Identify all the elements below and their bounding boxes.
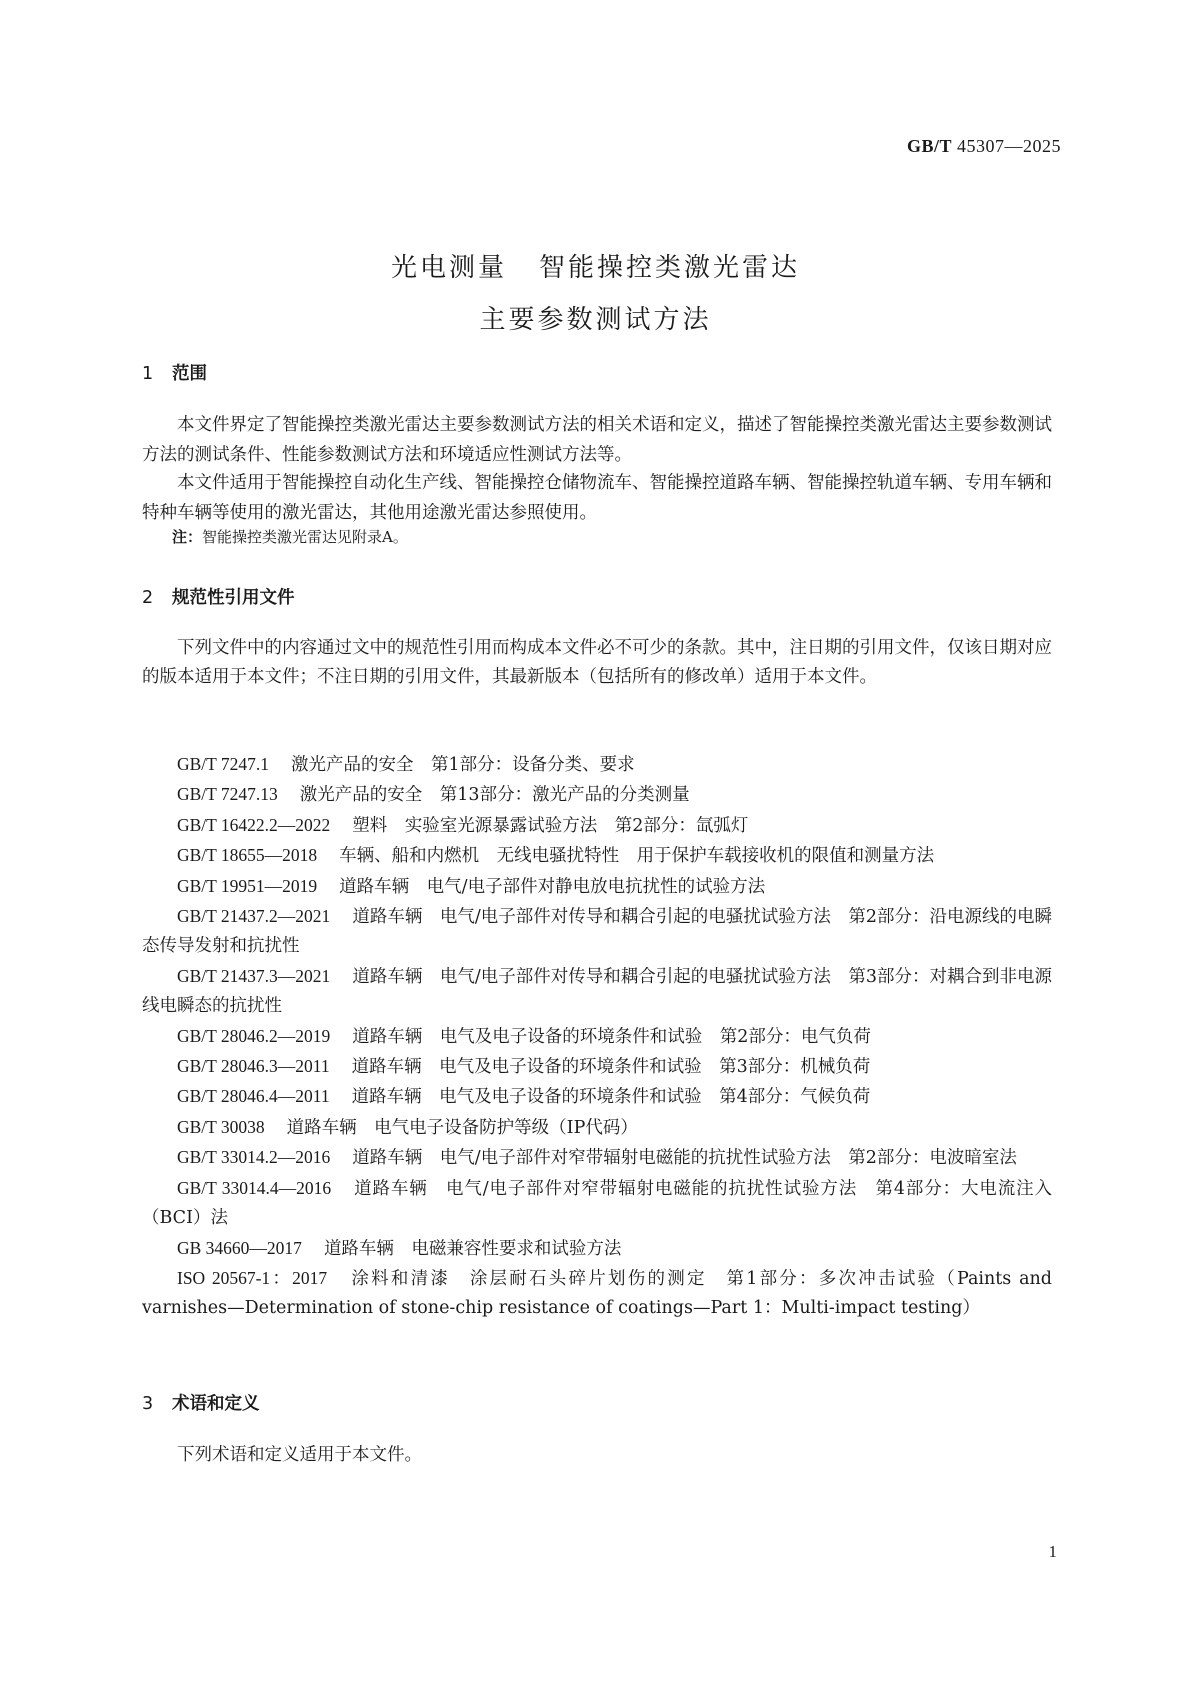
reference-title: 塑料 实验室光源暴露试验方法 第2部分：氙弧灯 — [352, 815, 749, 836]
reference-code: GB/T 33014.4—2016 — [177, 1177, 332, 1198]
page-number: 1 — [1048, 1542, 1057, 1561]
reference-code: GB/T 7247.1 — [177, 754, 270, 774]
reference-code: GB/T 30038 — [177, 1116, 265, 1137]
reference-item — [142, 962, 1052, 1022]
reference-title: 道路车辆 电气及电子设备的环境条件和试验 第3部分：机械负荷 — [351, 1057, 871, 1078]
scope-paragraph-1: 本文件界定了智能操控类激光雷达主要参数测试方法的相关术语和定义，描述了智能操控类激光雷达主要参数测试方法的测试条件、性能参数测试方法和环境适应性测试方法等。 — [142, 415, 1052, 465]
note-label: 注： — [172, 528, 203, 546]
section-title: 范围 — [172, 364, 207, 384]
section-3-heading — [142, 1390, 260, 1415]
reference-code: GB/T 19951—2019 — [177, 875, 318, 896]
reference-title: 道路车辆 电气/电子部件对传导和耦合引起的电骚扰试验方法 第3部分：对耦合到非电源线电瞬态的抗扰性 — [142, 966, 1053, 1017]
reference-item — [142, 1082, 1052, 1112]
title-line-2: 主要参数测试方法 — [479, 305, 712, 335]
reference-item — [142, 1143, 1052, 1173]
reference-title: 车辆、船和内燃机 无线电骚扰特性 用于保护车载接收机的限值和测量方法 — [339, 846, 935, 867]
reference-title: 激光产品的安全 第1部分：设备分类、要求 — [291, 755, 635, 775]
reference-code: ISO 20567-1：2017 — [177, 1267, 328, 1288]
section-1-heading — [142, 360, 207, 385]
reference-title: 道路车辆 电气及电子设备的环境条件和试验 第4部分：气候负荷 — [351, 1087, 871, 1108]
reference-item — [142, 902, 1052, 962]
reference-item — [142, 841, 1052, 871]
reference-code: GB/T 28046.2—2019 — [177, 1025, 331, 1046]
reference-item — [142, 811, 1052, 841]
reference-code: GB/T 28046.4—2011 — [177, 1086, 330, 1107]
terms-intro: 下列术语和定义适用于本文件。 — [177, 1445, 422, 1465]
reference-item — [142, 1234, 1052, 1264]
standard-code-prefix: GB/T — [906, 136, 952, 156]
scope-note — [142, 524, 1052, 550]
section-number: 1 — [142, 364, 154, 384]
reference-title: 道路车辆 电气/电子部件对传导和耦合引起的电骚扰试验方法 第2部分：沿电源线的电瞬态传导发射和抗扰性 — [142, 907, 1053, 957]
references-intro: 下列文件中的内容通过文中的规范性引用而构成本文件必不可少的条款。其中，注日期的引用文件，仅该日期对应的版本适用于本文件；不注日期的引用文件，其最新版本（包括所有的修改单）适用于本文件。 — [142, 638, 1052, 688]
reference-title: 道路车辆 电磁兼容性要求和试验方法 — [323, 1238, 622, 1259]
reference-item — [142, 1022, 1052, 1052]
reference-code: GB/T 7247.13 — [177, 784, 278, 805]
reference-code: GB/T 21437.3—2021 — [177, 965, 331, 986]
reference-code: GB/T 28046.3—2011 — [177, 1056, 330, 1077]
reference-item — [142, 1174, 1052, 1234]
reference-code: GB/T 21437.2—2021 — [177, 906, 331, 927]
reference-list — [142, 750, 1052, 1324]
reference-code: GB/T 33014.2—2016 — [177, 1147, 331, 1168]
reference-item — [142, 1052, 1052, 1082]
title-line-1-part-1: 光电测量 — [390, 253, 507, 283]
reference-title: 道路车辆 电气/电子部件对窄带辐射电磁能的抗扰性试验方法 第4部分：大电流注入（BCI）法 — [142, 1178, 1053, 1229]
title-line-1-part-2: 智能操控类激光雷达 — [539, 253, 801, 283]
section-2-heading — [142, 584, 295, 609]
reference-item — [142, 1113, 1052, 1143]
reference-title: 道路车辆 电气电子设备防护等级（IP代码） — [286, 1117, 638, 1138]
section-number: 2 — [142, 588, 154, 608]
reference-title: 激光产品的安全 第13部分：激光产品的分类测量 — [299, 785, 690, 806]
reference-title: 道路车辆 电气/电子部件对静电放电抗扰性的试验方法 — [339, 876, 766, 897]
section-number: 3 — [142, 1394, 154, 1414]
standard-code-number: 45307—2025 — [957, 136, 1061, 156]
standard-code — [907, 136, 1061, 157]
document-title — [0, 242, 1191, 346]
reference-code: GB 34660—2017 — [177, 1237, 302, 1258]
reference-code: GB/T 18655—2018 — [177, 845, 318, 866]
title-line-1 — [0, 242, 1191, 294]
reference-code: GB/T 16422.2—2022 — [177, 814, 331, 835]
reference-title: 涂料和清漆 涂层耐石头碎片划伤的测定 第1部分：多次冲击试验（Paints and varnishes—Determination of stone-chip resistance of coatings—Part 1：Multi-impact testing） — [142, 1268, 1052, 1319]
reference-item — [142, 872, 1052, 902]
note-text: 智能操控类激光雷达见附录A。 — [202, 528, 408, 546]
reference-item — [142, 750, 1052, 780]
reference-item — [142, 1264, 1052, 1324]
reference-title: 道路车辆 电气及电子设备的环境条件和试验 第2部分：电气负荷 — [352, 1026, 871, 1047]
section-title: 术语和定义 — [172, 1394, 260, 1414]
section-title: 规范性引用文件 — [172, 588, 295, 608]
reference-title: 道路车辆 电气/电子部件对窄带辐射电磁能的抗扰性试验方法 第2部分：电波暗室法 — [352, 1148, 1017, 1169]
scope-paragraph-2: 本文件适用于智能操控自动化生产线、智能操控仓储物流车、智能操控道路车辆、智能操控轨道车辆、专用车辆和特种车辆等使用的激光雷达，其他用途激光雷达参照使用。 — [142, 473, 1052, 523]
reference-item — [142, 780, 1052, 810]
